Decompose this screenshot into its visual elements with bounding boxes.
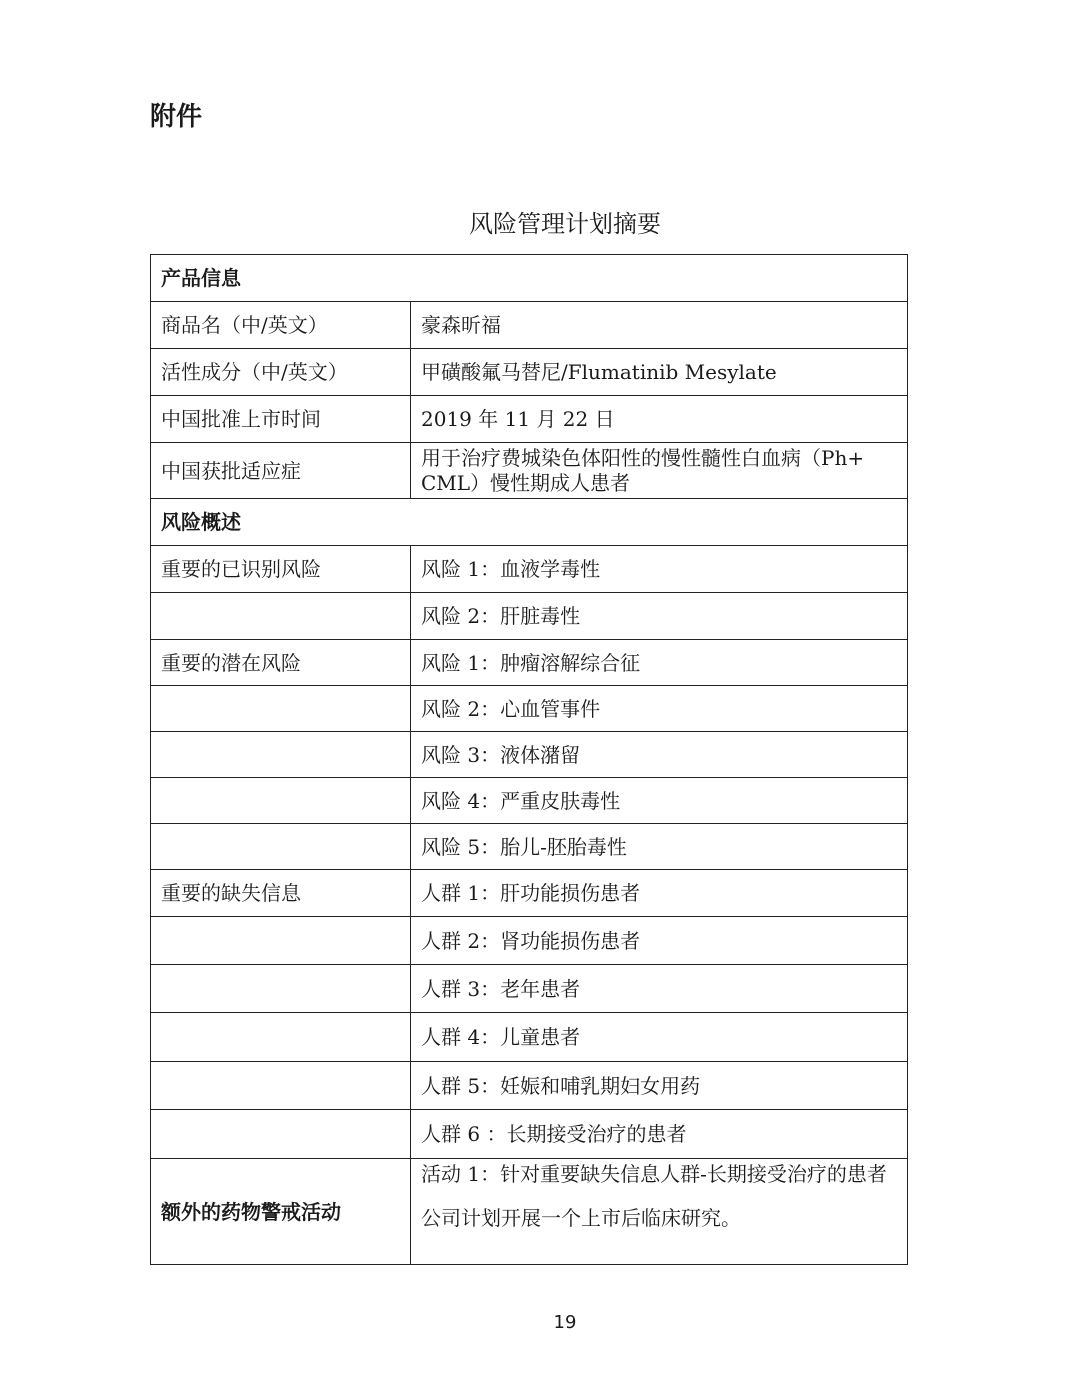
table-row [151,1062,908,1110]
empty-cell [151,1062,411,1110]
risk-management-table [150,254,908,1265]
table-row [151,870,908,917]
missing-info-label: 重要的缺失信息 [151,870,411,917]
risk-item: 风险 1：肿瘤溶解综合征 [411,640,908,686]
row-label: 商品名（中/英文） [151,302,411,349]
risk-item: 风险 2：肝脏毒性 [411,593,908,640]
empty-cell [151,1110,411,1159]
extra-activities-label: 额外的药物警戒活动 [151,1159,411,1265]
row-label: 中国批准上市时间 [151,396,411,443]
empty-cell [151,917,411,965]
table-row [151,1110,908,1159]
table-row [151,396,908,443]
table-row [151,349,908,396]
row-value: 2019 年 11 月 22 日 [411,396,908,443]
identified-risk-label: 重要的已识别风险 [151,546,411,593]
extra-activities-cell [411,1159,908,1265]
table-row [151,824,908,870]
row-value: 豪森昕福 [411,302,908,349]
table-row [151,1159,908,1265]
table-row [151,640,908,686]
empty-cell [151,1013,411,1062]
section-heading: 产品信息 [151,255,908,302]
table-row [151,732,908,778]
empty-cell [151,778,411,824]
risk-item: 风险 4：严重皮肤毒性 [411,778,908,824]
empty-cell [151,593,411,640]
activity-plan: 公司计划开展一个上市后临床研究。 [421,1206,741,1230]
row-label: 活性成分（中/英文） [151,349,411,396]
potential-risk-label: 重要的潜在风险 [151,640,411,686]
table-row [151,917,908,965]
row-value: 甲磺酸氟马替尼/Flumatinib Mesylate [411,349,908,396]
section-heading: 风险概述 [151,499,908,546]
table-row [151,593,908,640]
table-row [151,302,908,349]
risk-item: 风险 3：液体潴留 [411,732,908,778]
risk-item: 人群 1：肝功能损伤患者 [411,870,908,917]
table-row [151,1013,908,1062]
row-value: 用于治疗费城染色体阳性的慢性髓性白血病（Ph+ CML）慢性期成人患者 [411,443,908,499]
risk-item: 风险 1：血液学毒性 [411,546,908,593]
risk-item: 人群 2：肾功能损伤患者 [411,917,908,965]
table-row [151,778,908,824]
empty-cell [151,965,411,1013]
empty-cell [151,686,411,732]
table-row [151,686,908,732]
table-row [151,965,908,1013]
spacer [421,1187,897,1205]
section-product-info [151,255,908,302]
empty-cell [151,732,411,778]
table-row [151,443,908,499]
risk-item: 人群 3：老年患者 [411,965,908,1013]
page-number: 19 [553,1312,577,1333]
risk-item: 人群 5：妊娠和哺乳期妇女用药 [411,1062,908,1110]
row-label: 中国获批适应症 [151,443,411,499]
empty-cell [151,824,411,870]
document-title: 风险管理计划摘要 [469,210,661,238]
activity-text: 活动 1：针对重要缺失信息人群-长期接受治疗的患者 [421,1162,887,1186]
attachment-label: 附件 [150,102,203,132]
risk-item: 风险 2：心血管事件 [411,686,908,732]
risk-item: 人群 6 ：长期接受治疗的患者 [411,1110,908,1159]
risk-item: 风险 5：胎儿-胚胎毒性 [411,824,908,870]
section-risk-overview [151,499,908,546]
table-row [151,546,908,593]
risk-item: 人群 4：儿童患者 [411,1013,908,1062]
